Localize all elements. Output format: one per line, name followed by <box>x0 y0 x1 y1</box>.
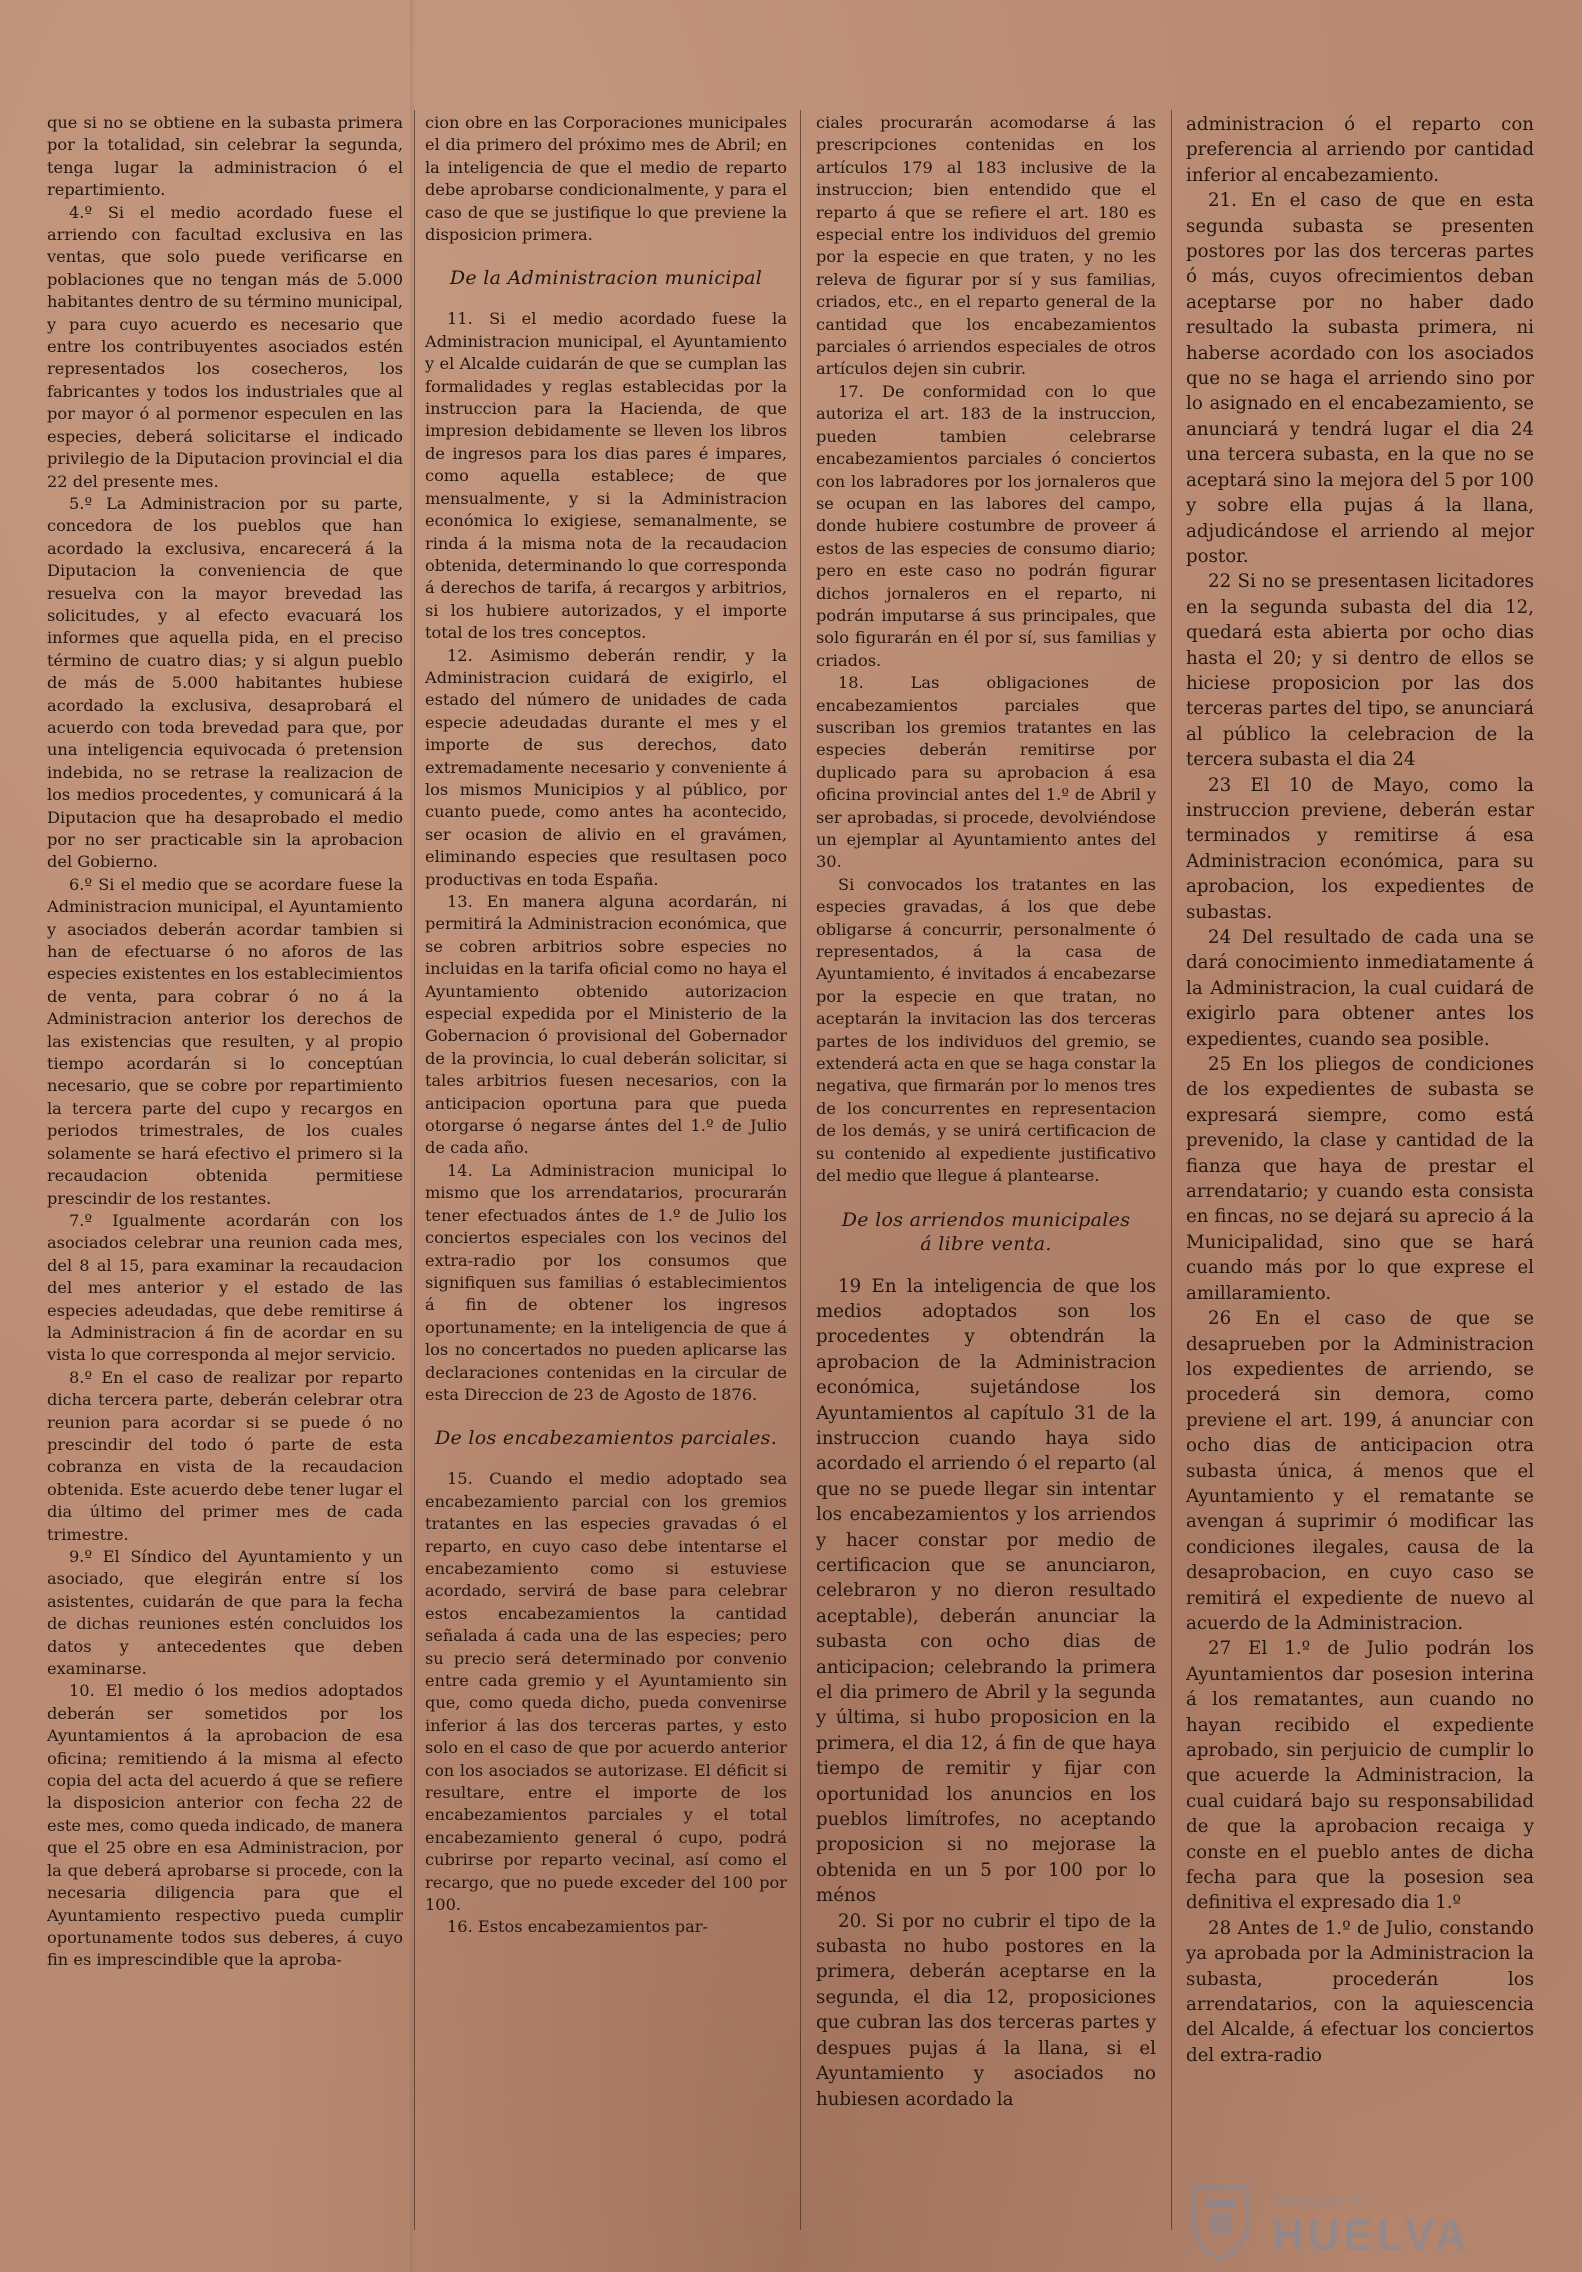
paragraph: 27 El 1.º de Julio podrán los Ayuntamientos dar posesion interina á los rematantes, aun cuando no hayan recibido el expediente aprobado, sin perjuicio de cumplir lo que acuerde la Administracion, la cual cuidará bajo su responsabilidad de que la aprobacion recaiga y conste en el pueblo antes de dicha fecha para que la posesion sea definitiva el expresado dia 1.º <box>1186 1638 1534 1914</box>
paragraph: 14. La Administracion municipal lo mismo que los arrendatarios, procurarán tener efectuados ántes de 1.º de Julio los conciertos especiales con los vecinos del extra-radio por los consumos que signifiquen sus familias ó establecimientos á fin de obtener los ingresos oportunamente; en la inteligencia de que á los no concertados no pueden aplicarse las declaraciones contenidas en la circular de esta Direccion de 23 de Agosto de 1876. <box>425 1160 787 1404</box>
paragraph: 4.º Si el medio acordado fuese el arriendo con facultad exclusiva en las ventas, que solo puede verificarse en poblaciones que no tengan más de 5.000 habitantes dentro de su término municipal, y para cuyo acuerdo es necesario que entre los contribuyentes asociados estén representados los cosecheros, los fabricantes y todos los industriales que al por mayor ó al pormenor especulen en las especies, deberá solicitarse el indicado privilegio de la Diputacion provincial el dia 22 del presente mes. <box>47 202 403 491</box>
paragraph: ciales procurarán acomodarse á las prescripciones contenidas en los artículos 179 al 183 inclusive de la instruccion; bien entendido que el reparto á que se refiere el art. 180 es especial entre los individuos del gremio por la especie en que traten, y no les releva de figurar por sí y sus familias, criados, etc., en el reparto general de la cantidad que los encabezamientos parciales ó arriendos especiales de otros artículos dejen sin cubrir. <box>816 113 1156 379</box>
paragraph: 26 En el caso de que se desaprueben por la Administracion los expedientes de arriendo, se procederá sin demora, como previene el art. 199, á anunciar con ocho dias de anticipacion otra subasta única, á menos que el Ayuntamiento y el rematante se avengan á suprimir ó modificar las condiciones ilegales, causa de la desaprobacion, en cuyo caso se remitirá el expediente de nuevo al acuerdo de la Administracion. <box>1186 1308 1534 1634</box>
text-column-4 <box>1186 112 1534 2232</box>
paragraph: 21. En el caso de que en esta segunda subasta se presenten postores por las dos terceras partes ó más, cuyos ofrecimientos deban aceptarse por no haber dado resultado la subasta primera, ni haberse acordado con los asociados que no se haga el arriendo sino por lo asignado en el encabezamiento, se anunciará y tendrá lugar el dia 24 una tercera subasta, en la que no se aceptará sino la mejora del 5 por 100 y sobre ella pujas á la llana, adjudicándose el arriendo al mejor postor. <box>1186 190 1534 567</box>
paragraph: 6.º Si el medio que se acordare fuese la Administracion municipal, el Ayuntamiento y asociados deberán acordar tambien si han de efectuarse ó no aforos de las especies existentes en los establecimientos de venta, para cobrar ó no á la Administracion anterior los derechos de las existencias que resulten, y al propio tiempo acordarán si lo conceptúan necesario, que se cobre por repartimiento la tercera parte del cupo y recargos en periodos trimestrales, de los cuales solamente se hará efectivo el primero si la recaudacion obtenida permitiese prescindir de los restantes. <box>47 874 403 1208</box>
paragraph: 28 Antes de 1.º de Julio, constando ya aprobada por la Administracion la subasta, procederán los arrendatarios, con la aquiescencia del Alcalde, á efectuar los conciertos del extra-radio <box>1186 1917 1534 2066</box>
paragraph: 13. En manera alguna acordarán, ni permitirá la Administracion económica, que se cobren arbitrios sobre especies no incluidas en la tarifa oficial como no haya el Ayuntamiento obtenido autorizacion especial expedida por el Ministerio de la Gobernacion ó provisional del Gobernador de la provincia, lo cual deberán solicitar, si tales arbitrios fuesen necesarios, con la anticipacion oportuna para que pueda otorgarse ó negarse ántes del 1.º de Julio de cada año. <box>425 892 787 1158</box>
section-heading: De los encabezamientos parciales. <box>434 1427 778 1450</box>
paragraph: 5.º La Administracion por su parte, concedora de los pueblos que han acordado la exclusiva, encarecerá á la Diputacion la conveniencia de que resuelva con la mayor brevedad las solicitudes, y al efecto evacuará los informes que aquella pida, en el preciso término de cuatro dias; y si algun pueblo de más de 5.000 habitantes hubiese acordado la exclusiva, desaprobará el acuerdo con toda brevedad para que, por una inteligencia equivocada ó pretension indebida, no se retrase la realizacion de los medios procedentes, y comunicará á la Diputacion que ha desaprobado el medio por no ser practicable sin la aprobacion del Gobierno. <box>47 493 403 872</box>
paragraph: Si convocados los tratantes en las especies gravadas, á los que debe obligarse á concurrir, personalmente ó representados, á la casa de Ayuntamiento, é invitados á encabezarse por la especie en que tratan, no aceptarán la invitacion las dos terceras partes de los individuos del gremio, se extenderá acta en que se haga constar la negativa, que firmarán por lo menos tres de los concurrentes en representacion de los demás, y se unirá certificacion de su contenido al expediente justificativo del medio que llegue á plantearse. <box>816 874 1156 1186</box>
watermark-caption: Diputación de <box>1272 2192 1371 2208</box>
section-heading: De la Administracion municipal <box>449 267 763 290</box>
section-heading-line-1: De los arriendos municipales <box>841 1208 1131 1231</box>
text-column-2 <box>425 112 787 2232</box>
column-divider <box>414 110 415 2230</box>
paragraph: 11. Si el medio acordado fuese la Administracion municipal, el Ayuntamiento y el Alcalde cuidarán de que se cumplan las formalidades y reglas establecidas por la instruccion para la Hacienda, de que impresion debidamente se lleven los libros de ingresos para los dias pares é impares, como aquella establece; de que mensualmente, y si la Administracion económica lo exigiese, semanalmente, se rinda á la misma nota de la recaudacion obtenida, determinando lo que corresponda á derechos de tarifa, á recargos y arbitrios, si los hubiere autorizados, y el importe total de los tres conceptos. <box>425 309 787 643</box>
paragraph: cion obre en las Corporaciones municipales el dia primero del próximo mes de Abril; en la inteligencia de que el medio de reparto debe aprobarse condicionalmente, y para el caso de que se justifique lo que previene la disposicion primera. <box>425 113 787 245</box>
paragraph: 7.º Igualmente acordarán con los asociados celebrar una reunion cada mes, del 8 al 15, para examinar la recaudacion del mes anterior y el estado de las especies adeudadas, que debe remitirse á la Administracion á fin de acordar en su vista lo que corresponda al mejor servicio. <box>47 1210 403 1365</box>
coat-of-arms-icon <box>1186 2182 1256 2262</box>
paragraph: 12. Asimismo deberán rendir, y la Administracion cuidará de exigirlo, el estado del número de unidades de cada especie adeudadas durante el mes y el importe de sus derechos, dato extremadamente necesario y conveniente á los mismos Municipios y al público, por cuanto puede, como antes ha acontecido, ser ocasion de alivio en el gravámen, eliminando especies que resultasen poco productivas en toda España. <box>425 645 787 889</box>
paragraph: 18. Las obligaciones de encabezamientos parciales que suscriban los gremios tratantes en las especies deberán remitirse por duplicado para su aprobacion á esa oficina provincial antes del 1.º de Abril y ser aprobadas, si procede, devolviéndose un ejemplar al Ayuntamiento antes del 30. <box>816 673 1156 872</box>
section-heading <box>816 1208 1156 1256</box>
paragraph: administracion ó el reparto con preferencia al arriendo por cantidad inferior al encabezamiento. <box>1186 114 1534 186</box>
paragraph: 25 En los pliegos de condiciones de los expedientes de subasta se expresará siempre, como está prevenido, la clase y cantidad de la fianza que haya de prestar el arrendatario; y cuando esta consista en fincas, no se dejará su aprecio á la Municipalidad, sino que se hará cuando más por lo que exprese el amillaramiento. <box>1186 1054 1534 1304</box>
text-column-3 <box>816 112 1156 2232</box>
paragraph: 19 En la inteligencia de que los medios adoptados son los procedentes y obtendrán la aprobacion de la Administracion económica, sujetándose los Ayuntamientos al capítulo 31 de la instruccion cuando haya sido acordado el arriendo ó el reparto (al que no se puede llegar sin intentar los encabezamientos y los arriendos y hacer constar por medio de certificacion que se anunciaron, celebraron y no dieron resultado aceptable), deberán anunciar la subasta con ocho dias de anticipacion; celebrando la primera el dia primero de Abril y la segunda y última, si hubo proposicion en la primera, el dia 12, á fin de que haya tiempo de remitir y fijar con oportunidad los anuncios en los pueblos limítrofes, no aceptando proposicion si no mejorase la obtenida en un 5 por 100 por lo ménos <box>816 1275 1156 1907</box>
paragraph: 16. Estos encabezamientos par- <box>447 1917 709 1937</box>
paragraph: 20. Si por no cubrir el tipo de la subasta no hubo postores en la primera, deberán aceptarse en la segunda, el dia 12, proposiciones que cubran las dos terceras partes y despues pujas á la llana, si el Ayuntamiento y asociados no hubiesen acordado la <box>816 1910 1156 2110</box>
paragraph: 15. Cuando el medio adoptado sea encabezamiento parcial con los gremios tratantes en las especies gravadas ó el reparto, en cuyo caso debe intentarse el encabezamiento como si estuviese acordado, servirá de base para celebrar estos encabezamientos la cantidad señalada á cada una de las especies; pero su precio será determinado por convenio entre cada gremio y el Ayuntamiento sin que, como queda dicho, pueda convenirse inferior á las dos terceras partes, y esto solo en el caso de que por acuerdo anterior con los asociados se autorizase. El déficit si resultare, entre el importe de los encabezamientos parciales y el total encabezamiento general ó cupo, podrá cubrirse por reparto vecinal, así como el recargo, que no puede exceder del 100 por 100. <box>425 1469 787 1915</box>
watermark-title: HUELVA <box>1272 2211 1471 2260</box>
section-heading-line-2: á libre venta. <box>920 1232 1052 1255</box>
column-divider <box>1171 110 1172 2230</box>
paragraph: 22 Si no se presentasen licitadores en la segunda subasta del dia 12, quedará esta abierta por ocho dias hasta el 20; y si dentro de ellos se hiciese proposicion por las dos terceras partes del tipo, se anunciará al público la celebracion de la tercera subasta el dia 24 <box>1186 571 1534 771</box>
paragraph: 9.º El Síndico del Ayuntamiento y un asociado, que elegirán entre sí los asistentes, cuidarán de que para la fecha de dichas reuniones estén concluidos los datos y antecedentes que deben examinarse. <box>47 1547 403 1679</box>
paragraph: 23 El 10 de Mayo, como la instruccion previene, deberán estar terminados y remitirse á esa Administracion económica, para su aprobacion, los expedientes de subastas. <box>1186 774 1534 923</box>
paragraph: 24 Del resultado de cada una se dará conocimiento inmediatamente á la Administracion, la cual cuidará de exigirlo para obtener antes los expedientes, cuando sea posible. <box>1186 927 1534 1050</box>
paragraph: 10. El medio ó los medios adoptados deberán ser sometidos por los Ayuntamientos á la aprobacion de esa oficina; remitiendo á la misma al efecto copia del acta del acuerdo á que se refiere la disposicion anterior con fecha 22 de este mes, como queda indicado, de manera que el 25 obre en esa Administracion, por la que deberá aprobarse si procede, con la necesaria diligencia para que el Ayuntamiento respectivo pueda cumplir oportunamente todos sus deberes, á cuyo fin es imprescindible que la aproba- <box>47 1681 403 1970</box>
page-fold-shadow <box>410 0 416 2272</box>
archive-watermark <box>1182 2178 1552 2266</box>
section-body <box>816 1274 1156 2112</box>
text-column-1 <box>47 112 403 2232</box>
paragraph: 17. De conformidad con lo que autoriza el art. 183 de la instruccion, pueden tambien celebrarse encabezamientos parciales ó conciertos con los labradores por los jornaleros que se ocupan en las labores del campo, donde hubiere costumbre de proveer á estos de las especies de consumo diario; pero en este caso no podrán figurar dichos jornaleros en el reparto, ni podrán imputarse á sus principales, que solo figurarán en él por sí, sus familias y criados. <box>816 381 1156 670</box>
paragraph: 8.º En el caso de realizar por reparto dicha tercera parte, deberán celebrar otra reunion para acordar si se puede ó no prescindir del todo ó parte de esta cobranza en vista de la recaudacion obtenida. Este acuerdo debe tener lugar el dia último del primer mes de cada trimestre. <box>47 1367 403 1544</box>
column-divider <box>800 110 801 2230</box>
paragraph: que si no se obtiene en la subasta primera por la totalidad, sin celebrar la segunda, tenga lugar la administracion ó el repartimiento. <box>47 113 403 200</box>
